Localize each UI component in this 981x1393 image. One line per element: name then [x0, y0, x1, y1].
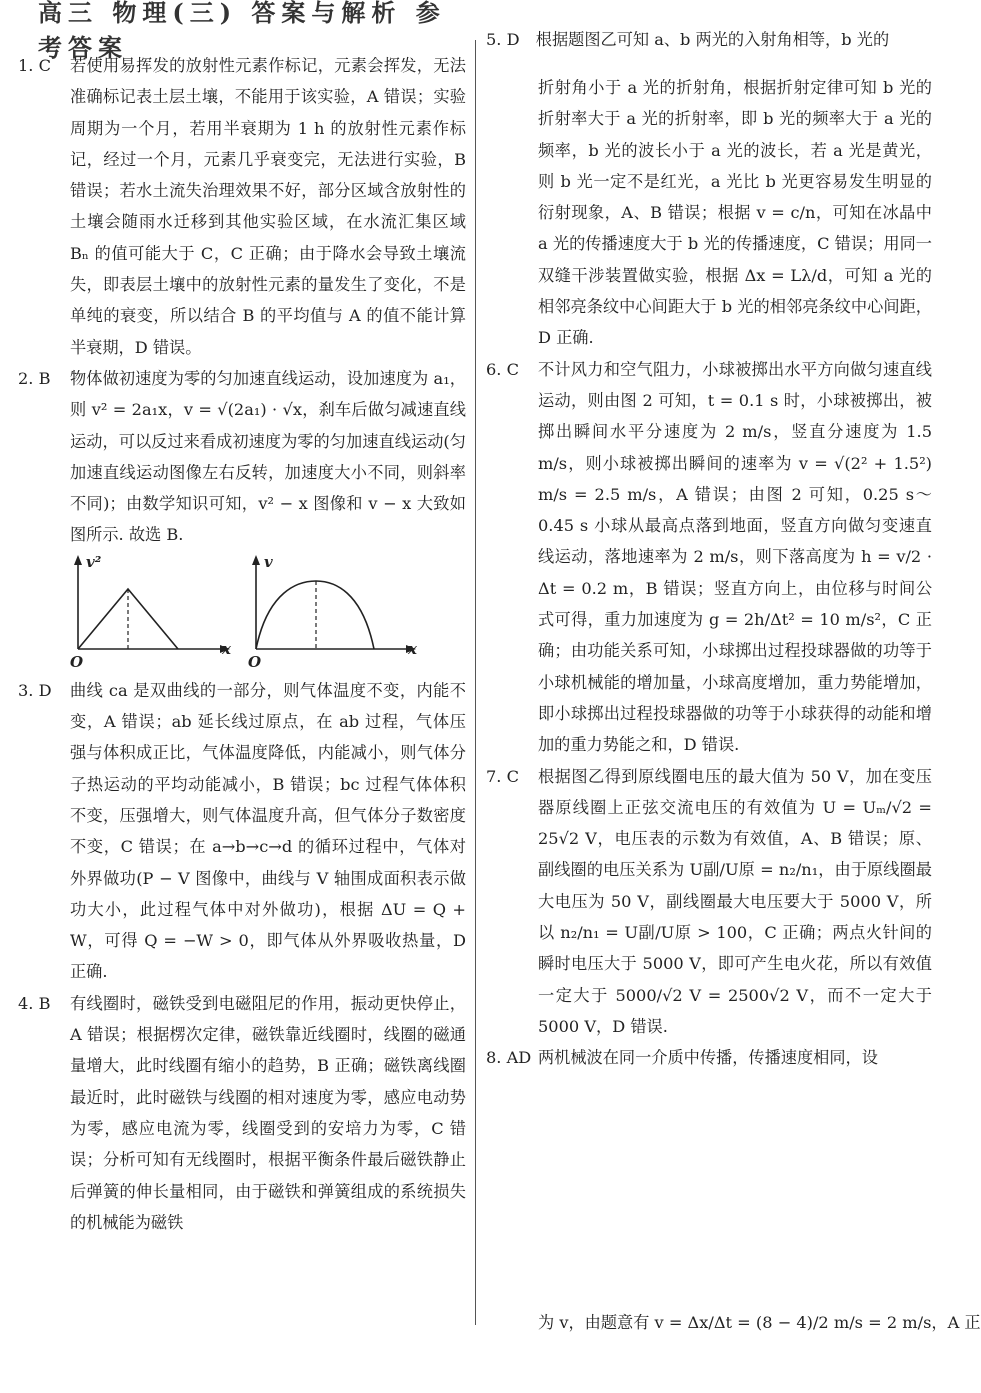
- x-label: x: [222, 639, 231, 658]
- v-x-graph: [248, 551, 423, 669]
- answer-text: 根据图乙得到原线圈电压的最大值为 50 V，加在变压器原线圈上正弦交流电压的有效值为 U = Uₘ/√2 = 25√2 V，电压表的示数为有效值，A、B 错误；原、副线圈的电压关系为 U副/U原 = n₂/n₁，由于原线圈最大电压为 50 V，副线圈最大电压要大于 5000 V，所以 n₂/n₁ = U副/U原 > 100，C 正确；两点火针间的瞬时电压大于 5000 V，即可产生电火花，所以有效值一定大于 5000/√2 V = 2500√2 V，而不一定大于 5000 V，D 错误.: [538, 766, 932, 1036]
- y-axis-arrow: [252, 555, 260, 565]
- v-curve: [256, 581, 374, 649]
- answer-number: 7. C: [486, 766, 519, 786]
- answer-item-4: [18, 988, 466, 1238]
- y-label: v: [264, 552, 273, 571]
- answer-text: 有线圈时，磁铁受到电磁阻尼的作用，振动更快停止，A 错误；根据楞次定律，磁铁靠近线圈时，线圈的磁通量增大，此时线圈有缩小的趋势，B 正确；磁铁离线圈最近时，此时磁铁与线圈的相对速度为零，感应电动势为零，感应电流为零，线圈受到的安培力为零，C 错误；分析可知有无线圈时，根据平衡条件最后磁铁静止后弹簧的伸长量相同，由于磁铁和弹簧组成的系统损失的机械能为磁铁: [70, 993, 466, 1232]
- x-label: x: [408, 639, 417, 658]
- answer-item-8: [486, 1042, 932, 1073]
- answer-number: 1. C: [18, 56, 51, 75]
- header-title: 高三 物理(三) 答案与解析 参考答案: [38, 0, 446, 62]
- answer-number: 8. AD: [486, 1048, 532, 1068]
- answer-item-7: [486, 761, 932, 1043]
- cropped-bottom-line: [486, 1308, 981, 1332]
- answer-item-6: [486, 354, 932, 761]
- answer-item-1: [18, 50, 466, 363]
- answer-text: 折射角小于 a 光的折射角，根据折射定律可知 b 光的折射率大于 a 光的折射率，即 b 光的频率大于 a 光的频率，b 光的波长小于 a 光的波长，若 a 光是黄光，则 b 光一定不是红光，a 光比 b 光更容易发生明显的衍射现象，A、B 错误；根据 v = c/n，可知在冰晶中 a 光的传播速度大于 b 光的传播速度，C 错误；用同一双缝干涉装置做实验，根据 Δx = Lλ/d，可知 a 光的相邻亮条纹中心间距大于 b 光的相邻亮条纹中心间距，D 正确.: [538, 78, 932, 348]
- graphs-figure: [70, 551, 466, 669]
- v2-x-graph: [70, 551, 235, 669]
- right-column: [486, 42, 932, 1074]
- answer-number: 6. C: [486, 359, 519, 379]
- origin-label: O: [248, 652, 262, 671]
- left-column: [18, 42, 466, 1238]
- answer-number: 4. B: [18, 993, 51, 1013]
- answer-number: 2. B: [18, 368, 51, 388]
- answer-item-3: [18, 675, 466, 988]
- column-divider: [475, 40, 476, 1325]
- answer-text: 不计风力和空气阻力，小球被掷出水平方向做匀速直线运动，则由图 2 可知，t = 0.1 s 时，小球被掷出，被掷出瞬间水平分速度为 2 m/s，竖直分速度为 1.5 m/s，则小球被掷出瞬间的速率为 v = √(2² + 1.5²) m/s = 2.5 m/s，A 错误；由图 2 可知，0.25 s～0.45 s 小球从最高点落到地面，竖直方向做匀变速直线运动，落地速率为 2 m/s，则下落高度为 h = v/2 · Δt = 0.2 m，B 错误；竖直方向上，由位移与时间公式可得，重力加速度为 g = 2h/Δt² = 10 m/s²，C 正确；由功能关系可知，小球掷出过程投球器做的功等于小球机械能的增加量，小球高度增加，重力势能增加，即小球掷出过程投球器做的功等于小球获得的动能和增加的重力势能之和，D 错误.: [538, 359, 932, 755]
- answer-text: 物体做初速度为零的匀加速直线运动，设加速度为 a₁，则 v² = 2a₁x，v = √(2a₁) · √x，刹车后做匀减速直线运动，可以反过来看成初速度为零的匀加速直线运动(匀加速直线运动图像左右反转，加速度大小不同，则斜率不同)；由数学知识可知，v² − x 图像和 v − x 大致如图所示. 故选 B.: [70, 368, 466, 545]
- y-axis-arrow: [74, 555, 82, 565]
- answer-item-5: [486, 72, 932, 354]
- origin-label: O: [70, 652, 84, 671]
- answer-number: 3. D: [18, 680, 52, 700]
- y-label: v²: [86, 552, 102, 571]
- answer-8-next-line: 为 v，由题意有 v = Δx/Δt = (8 − 4)/2 m/s = 2 m/s，A 正: [538, 1313, 981, 1332]
- answer-item-2: [18, 363, 466, 551]
- answer-text: 两机械波在同一介质中传播，传播速度相同，设: [538, 1048, 878, 1068]
- answer-text: 若使用易挥发的放射性元素作标记，元素会挥发，无法准确标记表土层土壤，不能用于该实验，A 错误；实验周期为一个月，若用半衰期为 1 h 的放射性元素作标记，经过一个月，元素几乎衰变完，无法进行实验，B 错误；若水土流失治理效果不好，部分区域含放射性的土壤会随雨水迁移到其他实验区域，在水流汇集区域 Bₙ 的值可能大于 C，C 正确；由于降水会导致土壤流失，即表层土壤中的放射性元素的量发生了变化，不是单纯的衰变，所以结合 B 的平均值与 A 的值不能计算半衰期，D 错误。: [70, 56, 466, 357]
- answer-text: 曲线 ca 是双曲线的一部分，则气体温度不变，内能不变，A 错误；ab 延长线过原点，在 ab 过程，气体压强与体积成正比，气体温度降低，内能减小，则气体分子热运动的平均动能减小，B 错误；bc 过程气体体积不变，压强增大，则气体温度升高，但气体分子数密度不变，C 错误；在 a→b→c→d 的循环过程中，气体对外界做功(P − V 图像中，曲线与 V 轴围成面积表示做功大小，此过程气体中对外做功)，根据 ΔU = Q + W，可得 Q = −W > 0，即气体从外界吸收热量，D 正确.: [70, 680, 466, 982]
- answer-5-first-line: 5. D 根据题图乙可知 a、b 两光的入射角相等，b 光的: [486, 30, 890, 49]
